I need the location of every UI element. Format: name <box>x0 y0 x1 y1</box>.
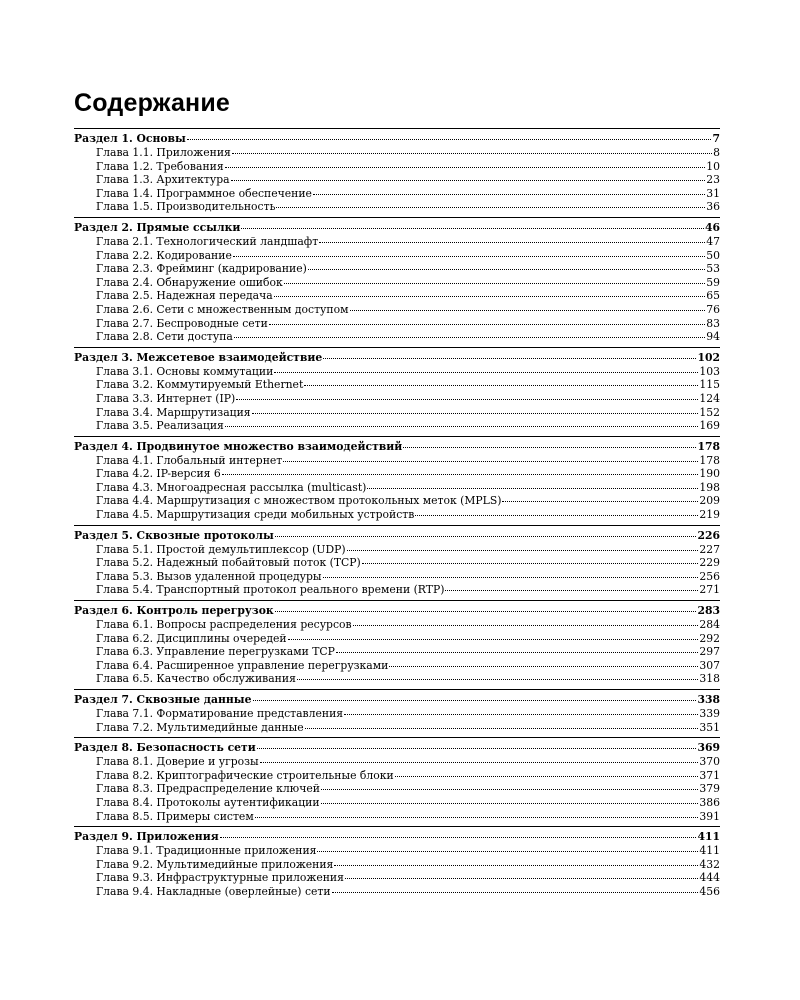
toc-part-entry-page-number: 338 <box>697 693 720 706</box>
dot-leader <box>362 553 699 564</box>
table-of-contents <box>74 88 720 898</box>
dot-leader <box>288 629 699 640</box>
toc-section <box>74 525 720 596</box>
toc-section <box>74 826 720 897</box>
toc-part-entry-label: Раздел 1. Основы <box>74 132 186 145</box>
dot-leader <box>220 827 697 838</box>
toc-chapter-entry-page-number: 292 <box>699 631 720 645</box>
toc-chapter-entry-page-number: 94 <box>706 330 720 344</box>
dot-leader <box>321 779 698 790</box>
dot-leader <box>297 669 699 680</box>
toc-chapter-entry[interactable] <box>74 507 720 521</box>
dot-leader <box>225 416 699 427</box>
dot-leader <box>347 540 699 551</box>
toc-chapter-entry-page-number: 284 <box>699 618 720 632</box>
toc-section <box>74 128 720 213</box>
toc-part-entry-label: Раздел 3. Межсетевое взаимодействие <box>74 350 323 364</box>
toc-part-entry-page-number: 411 <box>697 830 720 844</box>
dot-leader <box>323 348 696 359</box>
dot-leader <box>445 580 698 591</box>
toc-chapter-entry-page-number: 271 <box>699 583 720 597</box>
dot-leader <box>353 615 699 626</box>
toc-chapter-entry-page-number: 432 <box>699 857 720 871</box>
toc-chapter-entry-label: Глава 3.1. Основы коммутации <box>96 364 274 378</box>
toc-chapter-entry-page-number: 227 <box>699 542 720 556</box>
toc-chapter-entry-page-number: 169 <box>699 419 720 433</box>
toc-chapter-entry-page-number: 307 <box>699 658 720 672</box>
toc-chapter-entry-page-number: 391 <box>699 809 720 823</box>
toc-chapter-entry-page-number: 103 <box>699 364 720 378</box>
dot-leader <box>336 642 698 653</box>
toc-chapter-entry[interactable] <box>74 720 720 734</box>
dot-leader <box>332 882 699 893</box>
toc-chapter-entry-label: Глава 2.4. Обнаружение ошибок <box>96 275 283 289</box>
toc-chapter-entry-page-number: 370 <box>699 755 720 769</box>
toc-chapter-entry-label: Глава 3.5. Реализация <box>96 419 224 433</box>
toc-chapter-entry-label: Глава 9.2. Мультимедийные приложения <box>96 857 334 871</box>
toc-section <box>74 347 720 432</box>
toc-part-entry-page-number: 283 <box>697 604 720 618</box>
toc-chapter-entry-page-number: 83 <box>706 316 720 330</box>
toc-chapter-entry-label: Глава 4.1. Глобальный интернет <box>96 453 283 467</box>
toc-chapter-entry-label: Глава 1.5. Производительность <box>96 200 276 214</box>
toc-chapter-entry-label: Глава 3.3. Интернет (IP) <box>96 391 236 405</box>
toc-chapter-entry-label: Глава 9.4. Накладные (оверлейные) сети <box>96 884 331 898</box>
toc-chapter-entry-label: Глава 4.3. Многоадресная рассылка (multicast) <box>96 480 367 494</box>
toc-section <box>74 436 720 521</box>
toc-chapter-entry-label: Глава 4.5. Маршрутизация среди мобильных устройств <box>96 508 415 522</box>
dot-leader <box>269 314 705 325</box>
dot-leader <box>283 451 698 462</box>
page-title: Содержание <box>74 89 231 117</box>
toc-chapter-entry-page-number: 318 <box>699 672 720 686</box>
dot-leader <box>321 793 699 804</box>
toc-chapter-entry-page-number: 8 <box>713 146 720 159</box>
dot-leader <box>274 362 698 373</box>
toc-chapter-entry-label: Глава 1.1. Приложения <box>96 146 231 159</box>
toc-section <box>74 737 720 822</box>
dot-leader <box>323 567 699 578</box>
toc-chapter-entry-label: Глава 3.2. Коммутируемый Ethernet <box>96 378 304 392</box>
toc-chapter-entry-label: Глава 7.2. Мультимедийные данные <box>96 720 304 734</box>
toc-chapter-entry-label: Глава 1.4. Программное обеспечение <box>96 186 312 200</box>
toc-part-entry-page-number: 46 <box>704 220 720 234</box>
dot-leader <box>284 273 706 284</box>
dot-leader <box>234 327 705 338</box>
toc-chapter-entry-page-number: 124 <box>699 391 720 405</box>
toc-part-entry-page-number: 178 <box>697 439 720 453</box>
toc-chapter-entry-page-number: 444 <box>699 871 720 885</box>
toc-chapter-entry-label: Глава 5.2. Надежный побайтовый поток (TCP) <box>96 556 361 570</box>
dot-leader <box>225 157 706 168</box>
toc-chapter-entry-page-number: 152 <box>699 405 720 419</box>
toc-part-entry-page-number: 226 <box>697 528 720 542</box>
toc-chapter-entry[interactable] <box>74 884 720 898</box>
toc-part-entry-page-number: 369 <box>697 741 720 755</box>
dot-leader <box>415 505 698 516</box>
dot-leader <box>253 690 697 701</box>
dot-leader <box>502 491 698 502</box>
toc-chapter-entry-page-number: 198 <box>699 480 720 494</box>
dot-leader <box>313 184 705 195</box>
toc-chapter-entry-page-number: 297 <box>699 645 720 659</box>
dot-leader <box>334 855 698 866</box>
dot-leader <box>274 286 706 297</box>
dot-leader <box>255 807 699 818</box>
toc-chapter-entry-label: Глава 6.5. Качество обслуживания <box>96 672 296 686</box>
toc-chapter-entry[interactable] <box>74 418 720 432</box>
toc-part-entry-label: Раздел 4. Продвинутое множество взаимодействий <box>74 439 403 453</box>
dot-leader <box>395 766 699 777</box>
dot-leader <box>260 752 699 763</box>
toc-part-entry-label: Раздел 6. Контроль перегрузок <box>74 604 274 618</box>
toc-chapter-entry-label: Глава 6.4. Расширенное управление перегрузками <box>96 658 389 672</box>
dot-leader <box>233 246 705 257</box>
toc-chapter-entry-label: Глава 6.3. Управление перегрузками TCP <box>96 645 335 659</box>
dot-leader <box>275 526 697 537</box>
toc-chapter-entry-label: Глава 2.1. Технологический ландшафт <box>96 234 319 248</box>
toc-chapter-entry-label: Глава 2.8. Сети доступа <box>96 330 233 344</box>
toc-chapter-entry-page-number: 256 <box>699 569 720 583</box>
toc-chapter-entry-label: Глава 4.2. IP-версия 6 <box>96 467 221 481</box>
toc-chapter-entry-label: Глава 2.3. Фрейминг (кадрирование) <box>96 262 307 276</box>
dot-leader <box>319 232 705 243</box>
toc-chapter-entry-label: Глава 5.1. Простой демультиплексор (UDP) <box>96 542 346 556</box>
toc-chapter-entry[interactable] <box>74 329 720 343</box>
toc-chapter-entry-label: Глава 1.3. Архитектура <box>96 173 230 187</box>
dot-leader <box>232 143 712 154</box>
toc-chapter-entry-page-number: 65 <box>706 289 720 303</box>
toc-chapter-entry-page-number: 386 <box>699 795 720 809</box>
toc-chapter-entry-page-number: 10 <box>706 159 720 173</box>
toc-part-entry-label: Раздел 9. Приложения <box>74 830 219 844</box>
toc-chapter-entry-page-number: 190 <box>699 467 720 481</box>
toc-part-entry-label: Раздел 2. Прямые ссылки <box>74 220 241 234</box>
toc-chapter-entry-label: Глава 4.4. Маршрутизация с множеством протокольных меток (MPLS) <box>96 494 502 508</box>
toc-chapter-entry[interactable] <box>74 199 720 213</box>
toc-chapter-entry-label: Глава 2.7. Беспроводные сети <box>96 316 268 330</box>
toc-chapter-entry-label: Глава 8.5. Примеры систем <box>96 809 254 823</box>
dot-leader <box>241 218 704 229</box>
dot-leader <box>345 868 698 879</box>
toc-chapter-entry-label: Глава 8.2. Криптографические строительные блоки <box>96 768 394 782</box>
toc-part-entry-page-number: 7 <box>712 132 720 145</box>
toc-chapter-entry[interactable] <box>74 582 720 596</box>
dot-leader <box>304 375 698 386</box>
toc-chapter-entry-page-number: 456 <box>699 884 720 898</box>
toc-chapter-entry-page-number: 115 <box>699 378 720 392</box>
toc-chapter-entry[interactable] <box>74 809 720 823</box>
toc-chapter-entry-label: Глава 9.1. Традиционные приложения <box>96 844 317 858</box>
dot-leader <box>275 601 697 612</box>
toc-chapter-entry-label: Глава 9.3. Инфраструктурные приложения <box>96 871 344 885</box>
toc-chapter-entry-label: Глава 8.1. Доверие и угрозы <box>96 755 259 769</box>
toc-chapter-entry-page-number: 59 <box>706 275 720 289</box>
toc-chapter-entry-page-number: 47 <box>706 234 720 248</box>
dot-leader <box>308 259 705 270</box>
dot-leader <box>236 389 698 400</box>
dot-leader <box>350 300 706 311</box>
toc-chapter-entry-label: Глава 7.1. Форматирование представления <box>96 707 344 720</box>
toc-chapter-entry-label: Глава 3.4. Маршрутизация <box>96 405 251 419</box>
dot-leader <box>344 704 698 715</box>
dot-leader <box>367 478 698 489</box>
dot-leader <box>305 718 699 729</box>
toc-section <box>74 689 720 733</box>
toc-chapter-entry-page-number: 53 <box>706 262 720 276</box>
toc-chapter-entry-page-number: 31 <box>706 186 720 200</box>
toc-chapter-entry-page-number: 76 <box>706 302 720 316</box>
dot-leader <box>187 129 712 140</box>
toc-chapter-entry[interactable] <box>74 671 720 685</box>
toc-chapter-entry-page-number: 339 <box>699 707 720 720</box>
dot-leader <box>389 656 698 667</box>
toc-chapter-entry-label: Глава 5.4. Транспортный протокол реального времени (RTP) <box>96 583 445 597</box>
dot-leader <box>276 197 705 208</box>
toc-chapter-entry-label: Глава 5.3. Вызов удаленной процедуры <box>96 569 322 583</box>
toc-chapter-entry-page-number: 50 <box>706 248 720 262</box>
toc-chapter-entry-page-number: 379 <box>699 782 720 796</box>
toc-part-entry-label: Раздел 8. Безопасность сети <box>74 741 256 755</box>
toc-chapter-entry-label: Глава 6.1. Вопросы распределения ресурсов <box>96 618 352 632</box>
toc-part-entry-label: Раздел 7. Сквозные данные <box>74 693 252 706</box>
toc-chapter-entry-page-number: 371 <box>699 768 720 782</box>
toc-section <box>74 217 720 343</box>
toc-chapter-entry-page-number: 209 <box>699 494 720 508</box>
toc-part-entry-label: Раздел 5. Сквозные протоколы <box>74 528 274 542</box>
toc-chapter-entry-label: Глава 8.4. Протоколы аутентификации <box>96 795 320 809</box>
toc-chapter-entry-page-number: 351 <box>699 720 720 734</box>
toc-part-entry-page-number: 102 <box>697 350 720 364</box>
toc-chapter-entry-page-number: 219 <box>699 508 720 522</box>
dot-leader <box>231 170 706 181</box>
toc-chapter-entry-label: Глава 1.2. Требования <box>96 159 224 173</box>
dot-leader <box>257 738 697 749</box>
toc-chapter-entry-page-number: 411 <box>699 844 720 858</box>
dot-leader <box>317 841 698 852</box>
toc-chapter-entry-page-number: 36 <box>706 200 720 214</box>
dot-leader <box>252 403 699 414</box>
toc-chapter-entry-page-number: 178 <box>699 453 720 467</box>
toc-chapter-entry-page-number: 229 <box>699 556 720 570</box>
toc-section <box>74 600 720 685</box>
toc-list <box>74 128 720 898</box>
toc-chapter-entry-page-number: 23 <box>706 173 720 187</box>
toc-chapter-entry-label: Глава 2.2. Кодирование <box>96 248 232 262</box>
toc-chapter-entry-label: Глава 6.2. Дисциплины очередей <box>96 631 287 645</box>
dot-leader <box>403 437 696 448</box>
toc-chapter-entry-label: Глава 8.3. Предраспределение ключей <box>96 782 320 796</box>
dot-leader <box>222 464 699 475</box>
toc-chapter-entry-label: Глава 2.5. Надежная передача <box>96 289 273 303</box>
toc-chapter-entry-label: Глава 2.6. Сети с множественным доступом <box>96 302 349 316</box>
